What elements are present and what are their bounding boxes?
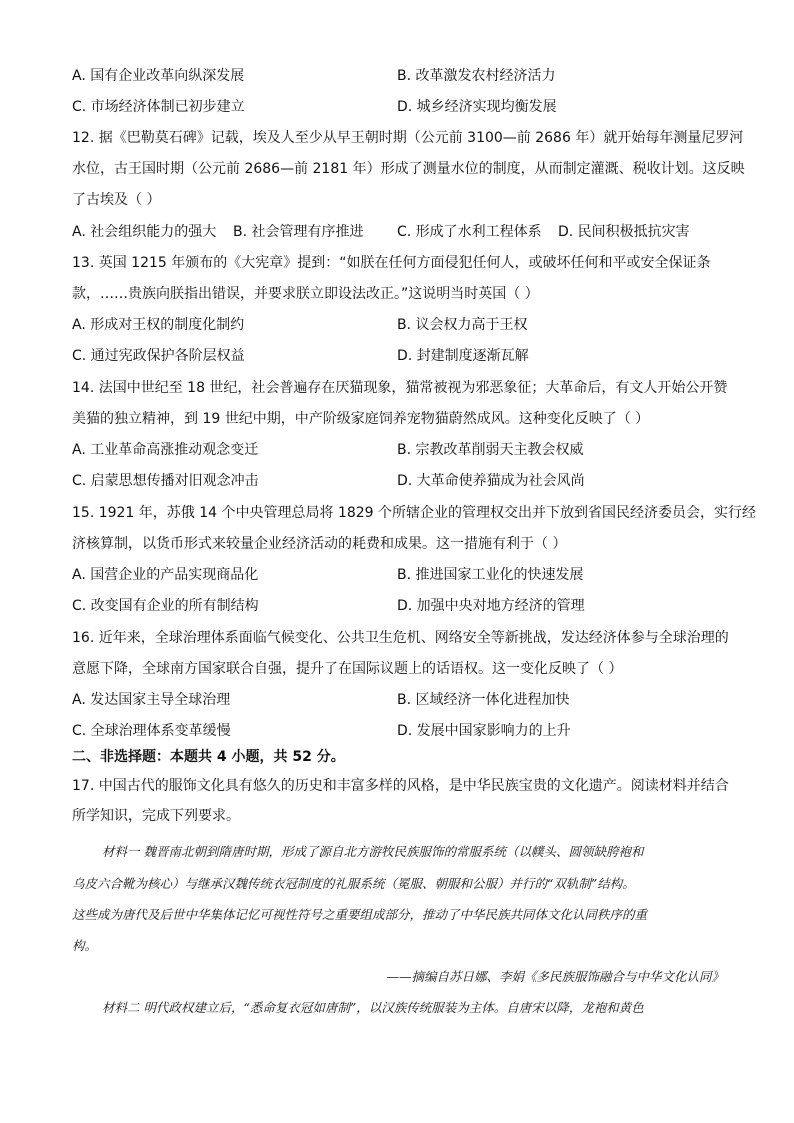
q16-stem-line1: 16. 近年来，全球治理体系面临气候变化、公共卫生危机、网络安全等新挑战，发达经济体参与全球治理的 <box>72 630 729 646</box>
q11-option-d: D. 城乡经济实现均衡发展 <box>397 99 557 115</box>
q15-option-d: D. 加强中央对地方经济的管理 <box>397 598 585 614</box>
q16-stem-line2: 意愿下降，全球南方国家联合自强，提升了在国际议题上的话语权。这一变化反映了（ ） <box>72 661 623 677</box>
material2-line1: 材料二 明代政权建立后，“悉命复衣冠如唐制”，以汉族传统服装为主体。自唐宋以降，龙袍和黄色 <box>102 1000 644 1015</box>
q12-stem-line3: 了古埃及（ ） <box>72 192 161 208</box>
q16-option-b: B. 区域经济一体化进程加快 <box>397 692 570 708</box>
q14-option-a: A. 工业革命高涨推动观念变迁 <box>72 442 259 458</box>
q15-option-b: B. 推进国家工业化的快速发展 <box>397 567 584 583</box>
q17-stem-line2: 所学知识，完成下列要求。 <box>72 808 240 824</box>
q16-option-c: C. 全球治理体系变革缓慢 <box>72 723 231 739</box>
q14-option-c: C. 启蒙思想传播对旧观念冲击 <box>72 473 259 489</box>
q12-option-c: C. 形成了水利工程体系 <box>397 224 542 240</box>
q13-stem-line1: 13. 英国 1215 年颁布的《大宪章》提到：“如朕在任何方面侵犯任何人，或破坏任何和平或安全保证条 <box>72 255 711 271</box>
q13-option-d: D. 封建制度逐渐瓦解 <box>397 348 529 364</box>
material1-line2: 乌皮六合靴为核心）与继承汉魏传统衣冠制度的礼服系统（冕服、朝服和公服）并行的“双轨制”结构。 <box>72 876 635 891</box>
q11-option-a: A. 国有企业改革向纵深发展 <box>72 68 245 84</box>
q13-option-c: C. 通过宪政保护各阶层权益 <box>72 348 245 364</box>
q11-option-c: C. 市场经济体制已初步建立 <box>72 99 245 115</box>
material1-line3: 这些成为唐代及后世中华集体记忆可视性符号之重要组成部分，推动了中华民族共同体文化认同秩序的重 <box>72 907 648 922</box>
material1-line4: 构。 <box>72 938 98 953</box>
q14-option-b: B. 宗教改革削弱天主教会权威 <box>397 442 584 458</box>
q15-option-c: C. 改变国有企业的所有制结构 <box>72 598 259 614</box>
q12-option-d: D. 民间积极抵抗灾害 <box>558 224 690 240</box>
q12-option-b: B. 社会管理有序推进 <box>233 224 364 240</box>
q13-option-b: B. 议会权力高于王权 <box>397 317 528 333</box>
q16-option-d: D. 发展中国家影响力的上升 <box>397 723 571 739</box>
q14-option-d: D. 大革命使养猫成为社会风尚 <box>397 473 585 489</box>
q12-option-a: A. 社会组织能力的强大 <box>72 224 217 240</box>
q12-stem-line2: 水位，古王国时期（公元前 2686—前 2181 年）形成了测量水位的制度，从而制定灌溉、税收计划。这反映 <box>72 161 745 177</box>
q15-stem-line2: 济核算制，以货币形式来较量企业经济活动的耗费和成果。这一措施有利于（ ） <box>72 536 567 552</box>
q16-option-a: A. 发达国家主导全球治理 <box>72 692 231 708</box>
q12-stem-line1: 12. 据《巴勒莫石碑》记载，埃及人至少从早王朝时期（公元前 3100—前 2686 年）就开始每年测量尼罗河 <box>72 130 744 146</box>
q15-stem-line1: 15. 1921 年，苏俄 14 个中央管理总局将 1829 个所辖企业的管理权交出并下放到省国民经济委员会，实行经 <box>72 505 757 521</box>
q15-option-a: A. 国营企业的产品实现商品化 <box>72 567 259 583</box>
q14-stem-line1: 14. 法国中世纪至 18 世纪，社会普遍存在厌猫现象，猫常被视为邪恶象征；大革命后，有文人开始公开赞 <box>72 380 728 396</box>
material1-line1: 材料一 魏晋南北朝到隋唐时期，形成了源自北方游牧民族服饰的常服系统（以幞头、圆领缺胯袍和 <box>102 844 644 859</box>
q13-option-a: A. 形成对王权的制度化制约 <box>72 317 245 333</box>
q11-option-b: B. 改革激发农村经济活力 <box>397 68 556 84</box>
section-heading: 二、非选择题：本题共 4 小题，共 52 分。 <box>72 749 345 765</box>
q17-stem-line1: 17. 中国古代的服饰文化具有悠久的历史和丰富多样的风格，是中华民族宝贵的文化遗产。阅读材料并结合 <box>72 778 729 794</box>
material1-source: ——摘编自苏日娜、李娟《多民族服饰融合与中华文化认同》 <box>386 969 724 984</box>
q14-stem-line2: 美猫的独立精神，到 19 世纪中期，中产阶级家庭饲养宠物猫蔚然成风。这种变化反映了（ ） <box>72 411 650 427</box>
q13-stem-line2: 款，……贵族向朕指出错误，并要求朕立即设法改正。”这说明当时英国（ ） <box>72 286 539 302</box>
